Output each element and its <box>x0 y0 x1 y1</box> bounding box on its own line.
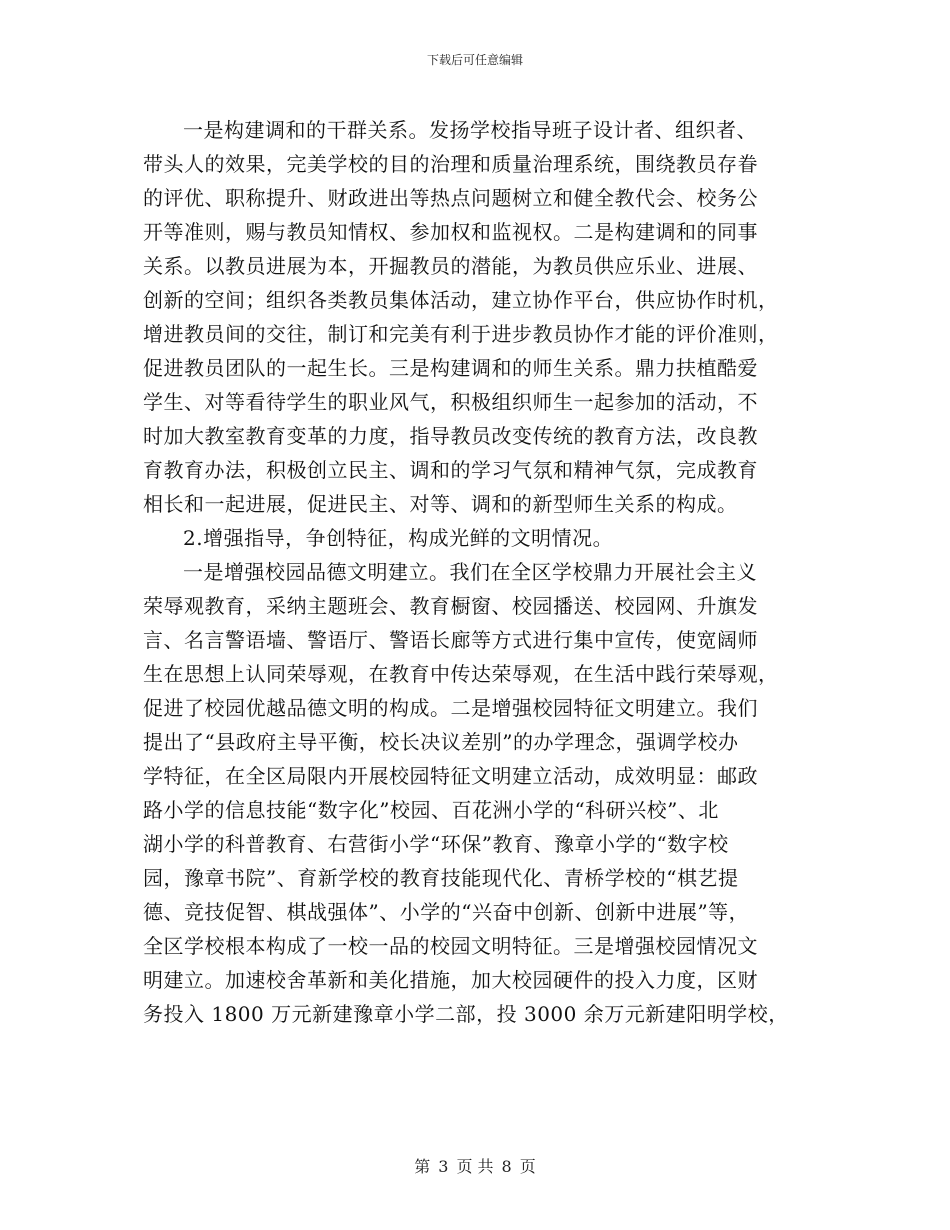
paragraph-line: 全区学校根本构成了一校一品的校园文明特征。三是增强校园情况文 <box>143 934 758 958</box>
footer-prefix: 第 <box>414 1157 431 1176</box>
page-header <box>0 52 950 68</box>
paragraph-line: 生在思想上认同荣辱观，在教育中传达荣辱观，在生活中践行荣辱观， <box>143 662 779 686</box>
paragraph-line: 一是增强校园品德文明建立。我们在全区学校鼎力开展社会主义 <box>183 560 757 584</box>
paragraph-line: 开等准则，赐与教员知情权、参加权和监视权。二是构建调和的同事 <box>143 220 758 244</box>
section-heading: 2.增强指导，争创特征，构成光鲜的文明情况。 <box>183 526 614 550</box>
paragraph-line: 促进了校园优越品德文明的构成。二是增强校园特征文明建立。我们 <box>143 696 758 720</box>
paragraph-line: 关系。以教员进展为本，开掘教员的潜能，为教员供应乐业、进展、 <box>143 254 758 278</box>
footer-current-page: 3 <box>438 1157 449 1176</box>
paragraph-line: 明建立。加速校舍革新和美化措施，加大校园硬件的投入力度，区财 <box>143 968 758 992</box>
paragraph-line: 提出了“县政府主导平衡，校长决议差别”的办学理念，强调学校办 <box>143 730 739 754</box>
paragraph-line: 促进教员团队的一起生长。三是构建调和的师生关系。鼎力扶植酷爱 <box>143 356 758 380</box>
footer-suffix: 页 <box>519 1157 536 1176</box>
footer-middle: 页 共 <box>456 1157 494 1176</box>
paragraph-line: 湖小学的科普教育、右营街小学“环保”教育、豫章小学的“数字校 <box>143 832 729 856</box>
document-body <box>143 113 807 1031</box>
paragraph-line: 增进教员间的交往，制订和完美有利于进步教员协作才能的评价准则， <box>143 322 779 346</box>
paragraph-line: 育教育办法，积极创立民主、调和的学习气氛和精神气氛，完成教育 <box>143 458 758 482</box>
header-text: 下载后可任意编辑 <box>426 53 523 67</box>
paragraph-line: 学生、对等看待学生的职业风气，积极组织师生一起参加的活动，不 <box>143 390 758 414</box>
page-footer <box>0 1157 950 1177</box>
paragraph-line: 创新的空间；组织各类教员集体活动，建立协作平台，供应协作时机， <box>143 288 779 312</box>
paragraph-line: 园，豫章书院”、育新学校的教育技能现代化、青桥学校的“棋艺提 <box>143 866 739 890</box>
paragraph-line: 的评优、职称提升、财政进出等热点问题树立和健全教代会、校务公 <box>143 186 758 210</box>
paragraph-line: 一是构建调和的干群关系。发扬学校指导班子设计者、组织者、 <box>183 118 757 142</box>
footer-total-pages: 8 <box>501 1157 512 1176</box>
paragraph-line: 路小学的信息技能“数字化”校园、百花洲小学的“科研兴校”、北 <box>143 798 719 822</box>
paragraph-line: 德、竞技促智、棋战强体”、小学的“兴奋中创新、创新中进展”等， <box>143 900 750 924</box>
paragraph-line: 带头人的效果，完美学校的目的治理和质量治理系统，围绕教员存眷 <box>143 152 758 176</box>
paragraph-line: 务投入 1800 万元新建豫章小学二部，投 3000 余万元新建阳明学校， <box>143 1002 789 1026</box>
paragraph-line: 学特征，在全区局限内开展校园特征文明建立活动，成效明显：邮政 <box>143 764 758 788</box>
paragraph-line: 时加大教室教育变革的力度，指导教员改变传统的教育方法，改良教 <box>143 424 758 448</box>
paragraph-line: 相长和一起进展，促进民主、对等、调和的新型师生关系的构成。 <box>143 492 738 516</box>
paragraph-line: 荣辱观教育，采纳主题班会、教育橱窗、校园播送、校园网、升旗发 <box>143 594 758 618</box>
paragraph-line: 言、名言警语墙、警语厅、警语长廊等方式进行集中宣传，使宽阔师 <box>143 628 758 652</box>
